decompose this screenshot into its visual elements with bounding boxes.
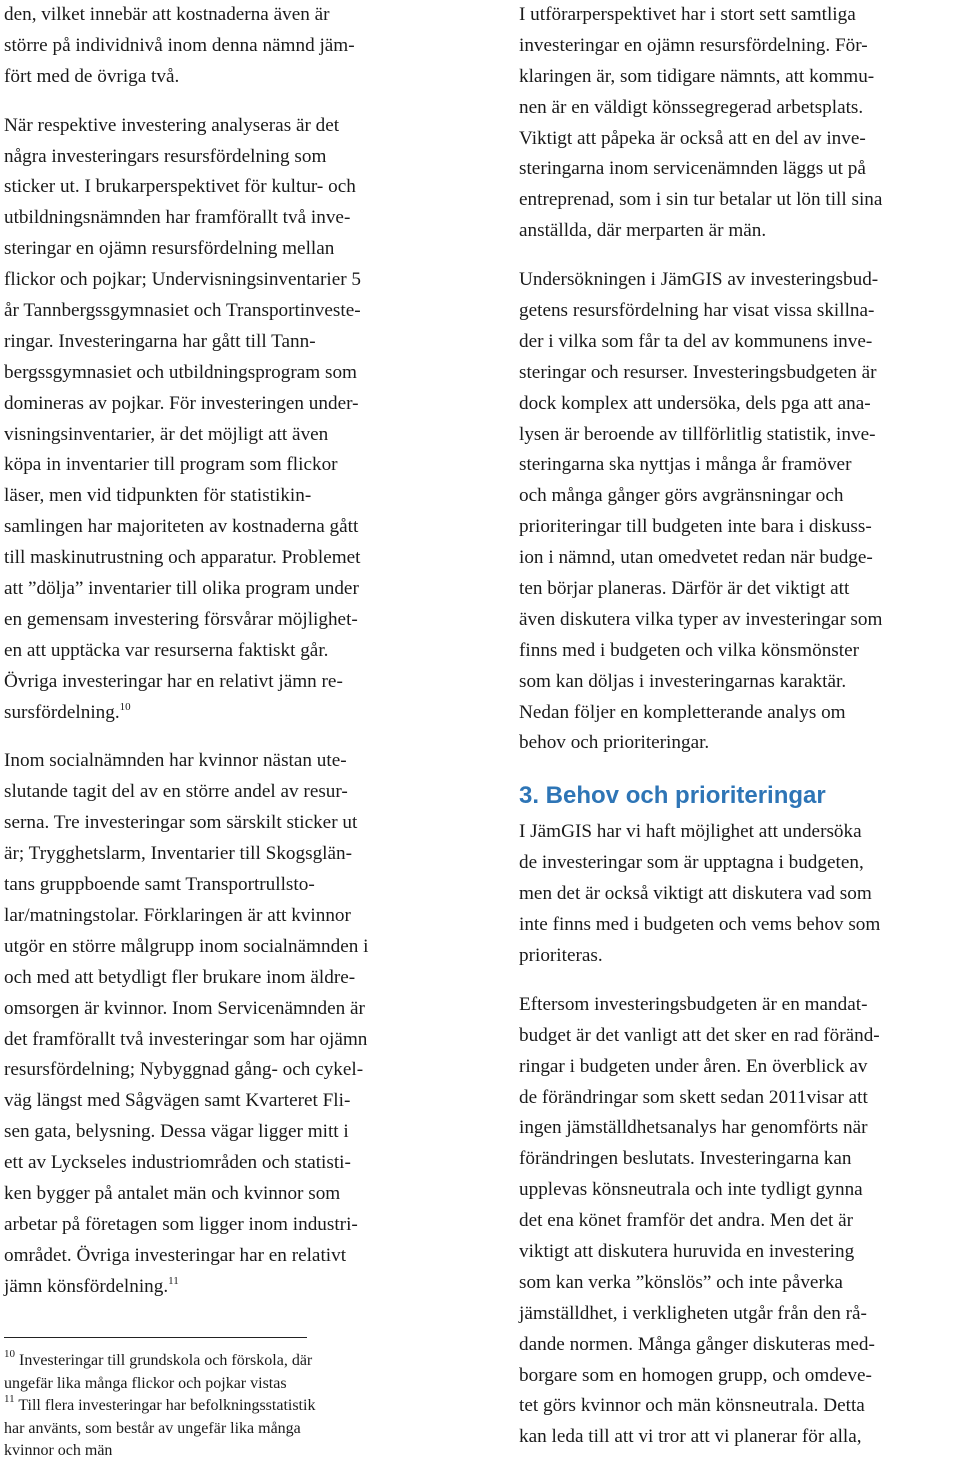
text-line: jämn könsfördelning. (4, 1275, 169, 1297)
text-line: steringar och resurser. Investeringsbudgeten är (519, 361, 877, 383)
footnote-number: 10 (4, 1348, 15, 1360)
text-line: domineras av pojkar. För investeringen under- (4, 392, 359, 414)
text-line: fört med de övriga två. (4, 65, 180, 87)
text-line: klaringen är, som tidigare nämnts, att kommu- (519, 65, 875, 87)
text-line: en att upptäcka var resurserna faktiskt går. (4, 639, 329, 661)
text-line: Övriga investeringar har en relativt jämn re- (4, 670, 343, 692)
text-line: nen är en väldigt könssegregerad arbetsplats. (519, 96, 864, 118)
text-line: köpa in inventarier till program som flickor (4, 454, 338, 476)
text-line: lysen är beroende av tillförlitlig statistik, inve- (519, 423, 876, 445)
text-line: det framförallt två investeringar som har ojämn (4, 1028, 368, 1050)
text-line: ken bygger på antalet män och kvinnor som (4, 1182, 341, 1204)
text-line: att ”dölja” inventarier till olika program under (4, 578, 359, 600)
paragraph-right-1 (519, 0, 957, 247)
text-line: ringar i budgeten under åren. En överblick av (519, 1055, 868, 1077)
text-line: men det är också viktigt att diskutera vad som (519, 883, 872, 905)
text-line: Undersökningen i JämGIS av investeringsbud- (519, 269, 879, 291)
text-line: flickor och pojkar; Undervisningsinventarier 5 (4, 269, 362, 291)
text-line: utbildningsnämnden har framförallt två inve- (4, 207, 351, 229)
paragraph-left-1 (4, 0, 450, 93)
footnote-ref-11[interactable]: 11 (168, 1274, 179, 1287)
text-line: läser, men vid tidpunkten för statistikin- (4, 485, 312, 507)
text-line: Nedan följer en kompletterande analys om (519, 701, 846, 723)
section-heading: 3. Behov och prioriteringar (519, 782, 826, 810)
text-line: som kan verka ”könslös” och inte påverka (519, 1271, 843, 1293)
text-line: större på individnivå inom denna nämnd jäm- (4, 34, 355, 56)
text-line: omsorgen är kvinnor. Inom Servicenämnden är (4, 997, 365, 1019)
text-line: Inom socialnämnden har kvinnor nästan ute- (4, 750, 347, 772)
text-line: upplevas könsneutrala och inte tydligt gynna (519, 1179, 863, 1201)
text-line: jämställdhet, i verkligheten utgår från den rå- (519, 1302, 867, 1324)
footnote-text: har använts, som består av ungefär lika många (4, 1419, 301, 1437)
footnote-divider (4, 1337, 307, 1338)
paragraph-right-3 (519, 817, 957, 971)
text-line: ringar. Investeringarna har gått till Tann- (4, 330, 316, 352)
text-line: investeringar en ojämn resursfördelning. För- (519, 34, 868, 56)
text-line: kan leda till att vi tror att vi planerar för alla, (519, 1426, 862, 1448)
text-line: och med att betydligt fler brukare inom äldre- (4, 966, 356, 988)
text-line: sen gata, belysning. Dessa vägar ligger mitt i (4, 1121, 349, 1143)
paragraph-right-4 (519, 990, 957, 1453)
footnote-text: kvinnor och män (4, 1442, 113, 1459)
text-line: serna. Tre investeringar som särskilt sticker ut (4, 812, 358, 834)
text-line: och många gånger görs avgränsningar och (519, 485, 844, 507)
text-line: resursfördelning; Nybyggnad gång- och cykel- (4, 1059, 364, 1081)
text-line: steringar en ojämn resursfördelning mellan (4, 238, 335, 260)
text-line: det ena könet framför det andra. Men det är (519, 1210, 854, 1232)
text-line: visningsinventarier, är det möjligt att även (4, 423, 329, 445)
footnotes (4, 1350, 450, 1463)
text-line: år Tannbergssgymnasiet och Transportinveste- (4, 300, 361, 322)
text-line: tet görs kvinnor och män könsneutrala. Detta (519, 1395, 865, 1417)
footnote-text: ungefär lika många flickor och pojkar vistas (4, 1374, 287, 1392)
text-line: lar/matningstolar. Förklaringen är att kvinnor (4, 904, 351, 926)
text-line: steringarna ska nyttjas i många år framöver (519, 454, 852, 476)
text-line: de investeringar som är upptagna i budgeten, (519, 852, 864, 874)
text-line: tans gruppboende samt Transportrullsto- (4, 874, 315, 896)
text-line: ingen jämställdhetsanalys har genomförts när (519, 1117, 868, 1139)
paragraph-right-2 (519, 265, 957, 759)
text-line: några investeringars resursfördelning som (4, 145, 327, 167)
text-line: slutande tagit del av en större andel av resur- (4, 781, 348, 803)
text-line: arbetar på företagen som ligger inom industri- (4, 1213, 358, 1235)
text-line: behov och prioriteringar. (519, 732, 710, 754)
text-line: även diskutera vilka typer av investeringar som (519, 608, 883, 630)
text-line: sticker ut. I brukarperspektivet för kultur- och (4, 176, 356, 198)
text-line: samlingen har majoriteten av kostnaderna gått (4, 516, 359, 538)
footnote-text: Investeringar till grundskola och förskola, där (19, 1352, 313, 1369)
text-line: är; Trygghetslarm, Inventarier till Skogsglän- (4, 843, 352, 865)
text-line: prioriteringar till budgeten inte bara i diskuss- (519, 516, 872, 538)
text-line: getens resursfördelning har visat vissa skillna- (519, 300, 875, 322)
text-line: I utförarperspektivet har i stort sett samtliga (519, 4, 856, 25)
text-line: utgör en större målgrupp inom socialnämnden i (4, 935, 369, 957)
left-column (4, 0, 450, 1303)
text-line: finns med i budgeten och vilka könsmönster (519, 639, 859, 661)
text-line: steringarna inom servicenämnden läggs ut på (519, 158, 866, 180)
text-line: Viktigt att påpeka är också att en del av inve- (519, 127, 866, 149)
text-line: väg längst med Sågvägen samt Kvarteret Fli- (4, 1090, 351, 1112)
text-line: området. Övriga investeringar har en relativt (4, 1244, 347, 1266)
right-column (519, 0, 957, 1453)
text-line: entreprenad, som i sin tur betalar ut lön till sina (519, 189, 883, 211)
footnote-text: Till flera investeringar har befolkningsstatistik (18, 1397, 316, 1414)
text-line: budget är det vanligt att det sker en rad föränd- (519, 1024, 880, 1046)
text-line: dock komplex att undersöka, dels pga att ana- (519, 392, 871, 414)
footnote-11 (4, 1395, 450, 1418)
text-line: den, vilket innebär att kostnaderna även är (4, 4, 330, 25)
text-line: förändringen beslutats. Investeringarna kan (519, 1148, 852, 1170)
paragraph-left-3 (4, 746, 450, 1302)
text-line: I JämGIS har vi haft möjlighet att undersöka (519, 821, 862, 843)
text-line: de förändringar som skett sedan 2011visar att (519, 1086, 868, 1108)
text-line-last (4, 1272, 450, 1303)
footnote-ref-10[interactable]: 10 (119, 700, 131, 713)
paragraph-left-2 (4, 111, 450, 729)
text-line: viktigt att diskutera huruvida en investering (519, 1240, 855, 1262)
text-line: borgare som en homogen grupp, och omdeve- (519, 1364, 872, 1386)
text-line: Eftersom investeringsbudgeten är en mandat- (519, 993, 868, 1015)
text-line: anställda, där merparten är män. (519, 220, 767, 242)
text-line: ion i nämnd, utan omedvetet redan när budge- (519, 547, 873, 569)
text-line: När respektive investering analyseras är det (4, 114, 340, 136)
text-line: som kan döljas i investeringarnas karaktär. (519, 670, 847, 692)
text-line: der i vilka som får ta del av kommunens inve- (519, 330, 873, 352)
footnote-number: 11 (4, 1393, 15, 1405)
text-line: ten börjar planeras. Därför är det viktigt att (519, 578, 850, 600)
text-line: sursfördelning. (4, 701, 120, 723)
text-line: en gemensam investering försvårar möjlighet- (4, 608, 358, 630)
footnote-10 (4, 1350, 450, 1373)
text-line-last (4, 698, 450, 729)
text-line: ett av Lyckseles industriområden och statisti- (4, 1152, 351, 1174)
text-line: prioriteras. (519, 944, 603, 966)
text-line: till maskinutrustning och apparatur. Problemet (4, 547, 361, 569)
text-line: dande normen. Många gånger diskuteras med- (519, 1333, 875, 1355)
text-line: inte finns med i budgeten och vems behov som (519, 914, 881, 936)
text-line: bergssgymnasiet och utbildningsprogram som (4, 361, 357, 383)
